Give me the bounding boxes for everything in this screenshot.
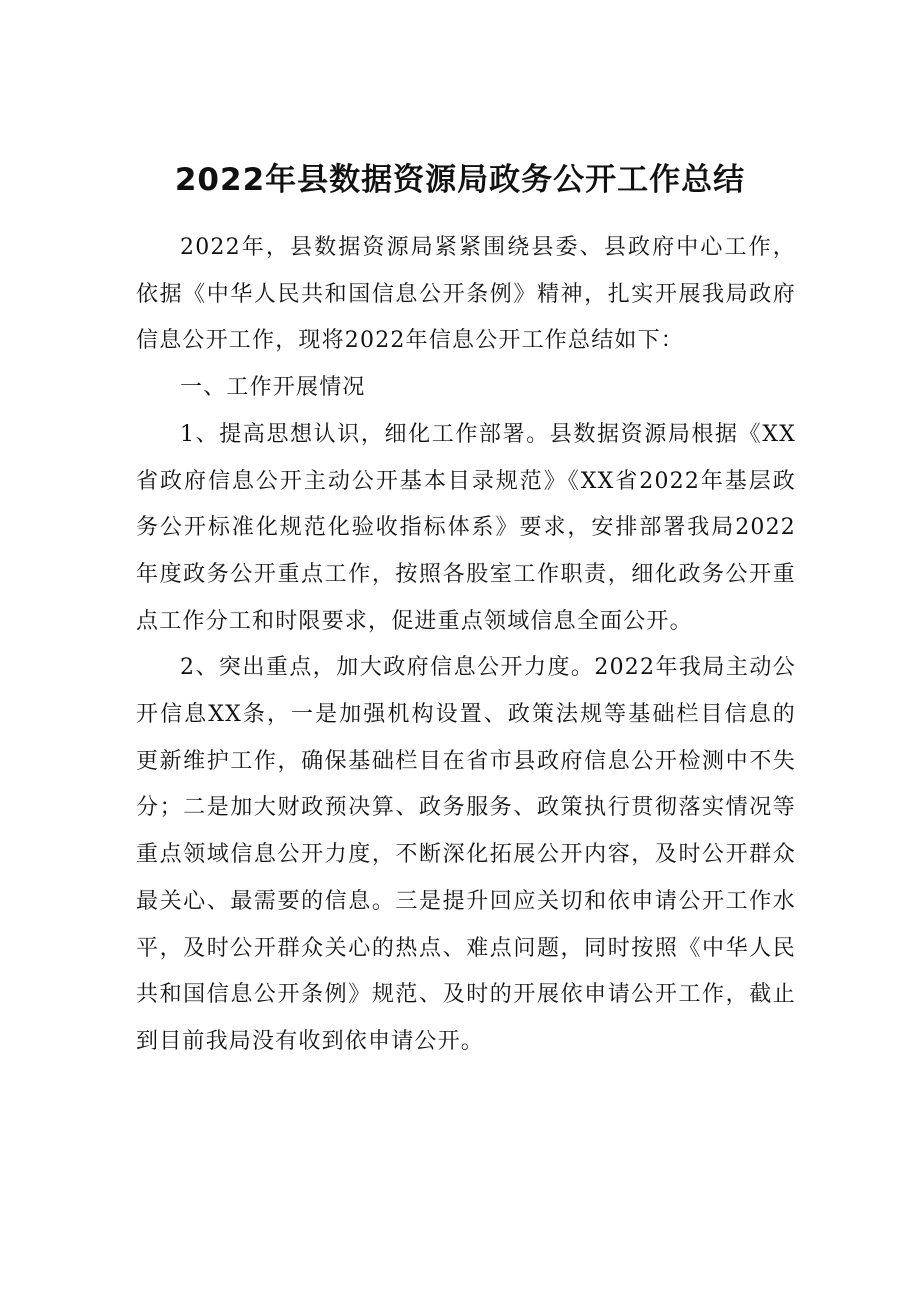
paragraph-item-1: 1、提高思想认识，细化工作部署。县数据资源局根据《XX省政府信息公开主动公开基本目录规范》《XX省2022年基层政务公开标准化规范化验收指标体系》要求，安排部署我局2022年度政务公开重点工作，按照各股室工作职责，细化政务公开重点工作分工和时限要求，促进重点领域信息全面公开。 [136,421,796,634]
paragraph-item-2: 2、突出重点，加大政府信息公开力度。2022年我局主动公开信息XX条，一是加强机构设置、政策法规等基础栏目信息的更新维护工作，确保基础栏目在省市县政府信息公开检测中不失分；二是加大财政预决算、政务服务、政策执行贯彻落实情况等重点领域信息公开力度，不断深化拓展公开内容，及时公开群众最关心、最需要的信息。三是提升回应关切和依申请公开工作水平，及时公开群众关心的热点、难点问题，同时按照《中华人民共和国信息公开条例》规范、及时的开展依申请公开工作，截止到目前我局没有收到依申请公开。 [136,655,796,1054]
document-title: 2022年县数据资源局政务公开工作总结 [174,162,746,198]
section-heading-work-progress: 一、工作开展情况 [180,375,366,401]
intro-paragraph: 2022年，县数据资源局紧紧围绕县委、县政府中心工作，依据《中华人民共和国信息公开条例》精神，扎实开展我局政府信息公开工作，现将2022年信息公开工作总结如下： [136,235,796,354]
document-body [136,225,796,1066]
